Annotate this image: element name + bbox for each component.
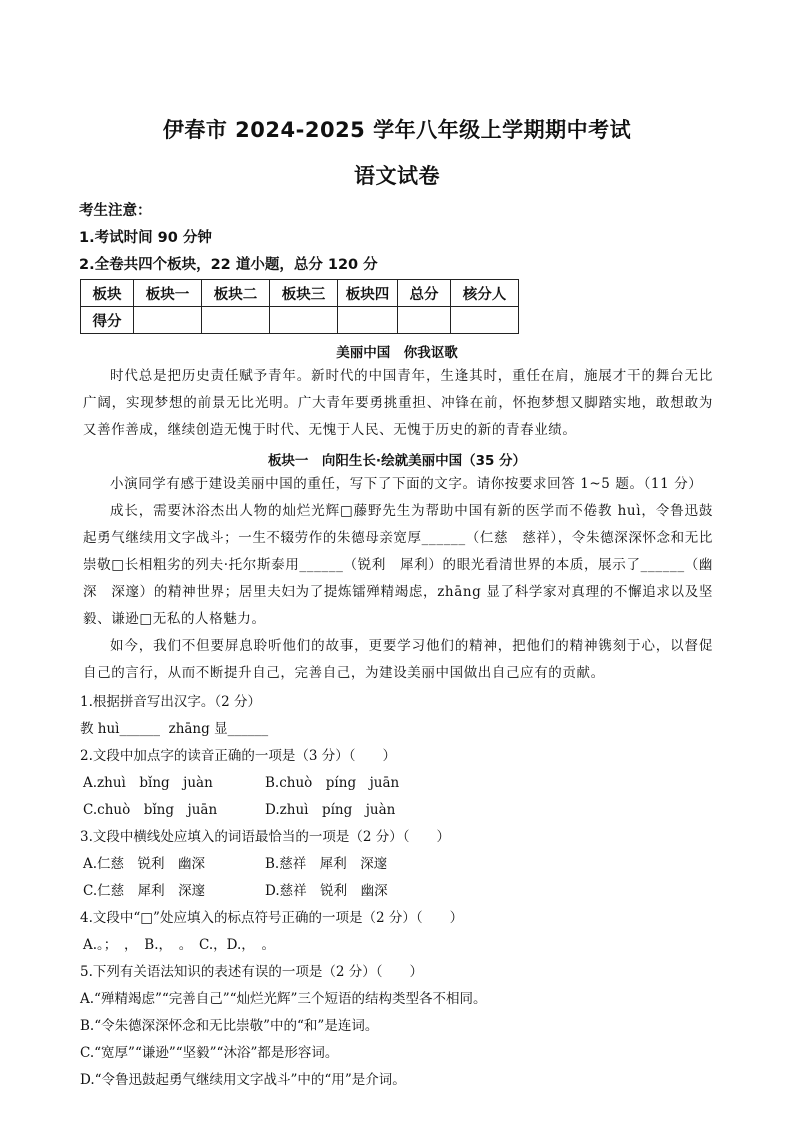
closing-paragraph: 如今，我们不但要屏息聆听他们的故事，更要学习他们的精神，把他们的精神镌刻于心，以督促自己的言行，从而不断提升自己，完善自己，为建设美丽中国做出自己应有的贡献。 xyxy=(83,638,713,681)
section-title: 美丽中国 你我讴歌 xyxy=(336,345,458,361)
score-header-cell: 板块二 xyxy=(202,280,270,307)
score-table-score-row xyxy=(81,307,519,334)
score-header-cell: 核分人 xyxy=(451,280,519,307)
score-cell-block4[interactable] xyxy=(338,307,398,334)
score-cell-block1[interactable] xyxy=(134,307,202,334)
question-1: 1.根据拼音写出汉字。（2 分） xyxy=(80,694,262,710)
notice-heading: 考生注意： xyxy=(79,203,152,219)
exam-subtitle: 语文试卷 xyxy=(354,164,440,188)
question-2: 2.文段中加点字的读音正确的一项是（3 分）（ ） xyxy=(80,748,397,764)
score-cell-checker[interactable] xyxy=(451,307,519,334)
notice-item-total: 2.全卷共四个板块，22 道小题，总分 120 分 xyxy=(79,257,378,273)
score-table xyxy=(80,279,519,334)
score-header-cell: 板块一 xyxy=(134,280,202,307)
score-header-cell: 板块三 xyxy=(270,280,338,307)
score-cell-block3[interactable] xyxy=(270,307,338,334)
q2-option-d[interactable]: D.zhuì píng juàn xyxy=(265,802,396,818)
q3-option-d[interactable]: D.慈祥 锐利 幽深 xyxy=(265,883,388,899)
exam-title: 伊春市 2024-2025 学年八年级上学期期中考试 xyxy=(162,118,632,142)
block1-title: 板块一 向阳生长·绘就美丽中国（35 分） xyxy=(267,453,527,469)
q3-option-b[interactable]: B.慈祥 犀利 深邃 xyxy=(265,856,388,872)
intro-paragraph: 时代总是把历史责任赋予青年。新时代的中国青年，生逢其时，重任在肩，施展才干的舞台无比广阔，实现梦想的前景无比光明。广大青年要勇挑重担、冲锋在前，怀抱梦想又脚踏实地，敢想敢为又善作善成，继续创造无愧于时代、无愧于人民、无愧于历史的新的青春业绩。 xyxy=(83,368,713,438)
q5-option-a[interactable]: A.“殚精竭虑”“完善自己”“灿烂光辉”三个短语的结构类型各不相同。 xyxy=(80,991,487,1007)
q2-option-b[interactable]: B.chuò píng juān xyxy=(265,775,400,791)
score-header-cell: 板块四 xyxy=(338,280,398,307)
score-cell-block2[interactable] xyxy=(202,307,270,334)
q5-option-b[interactable]: B.“令朱德深深怀念和无比崇敬”中的“和”是连词。 xyxy=(80,1018,379,1034)
question-4: 4.文段中“□”处应填入的标点符号正确的一项是（2 分）（ ） xyxy=(80,910,464,926)
q2-option-c[interactable]: C.chuò bǐng juān xyxy=(83,802,218,818)
q3-option-c[interactable]: C.仁慈 犀利 深邃 xyxy=(83,883,206,899)
q5-option-d[interactable]: D.“令鲁迅鼓起勇气继续用文字战斗”中的“用”是介词。 xyxy=(80,1072,406,1088)
q4-options[interactable]: A.。； ， B.， 。 C.，D.， 。 xyxy=(83,937,276,953)
q3-option-a[interactable]: A.仁慈 锐利 幽深 xyxy=(83,856,206,872)
question-3: 3.文段中横线处应填入的词语最恰当的一项是（2 分）（ ） xyxy=(80,829,451,845)
q2-option-a[interactable]: A.zhuì bǐng juàn xyxy=(83,775,213,791)
notice-item-time: 1.考试时间 90 分钟 xyxy=(79,230,212,246)
score-cell-total[interactable] xyxy=(398,307,451,334)
score-table-header-row xyxy=(81,280,519,307)
score-row-label: 得分 xyxy=(81,307,134,334)
question-1-blanks[interactable]: 教 huì______ zhāng 显______ xyxy=(80,721,269,737)
question-5: 5.下列有关语法知识的表述有误的一项是（2 分）（ ） xyxy=(80,964,424,980)
task-instruction: 小演同学有感于建设美丽中国的重任，写下了下面的文字。请你按要求回答 1~5 题。（11 分） xyxy=(110,476,703,492)
q5-option-c[interactable]: C.“宽厚”“谦逊”“坚毅”“沐浴”都是形容词。 xyxy=(80,1045,339,1061)
score-header-cell: 总分 xyxy=(398,280,451,307)
reading-passage: 成长，需要沐浴杰出人物的灿烂光辉□藤野先生为帮助中国有新的医学而不倦教 huì，令鲁迅鼓起勇气继续用文字战斗；一生不辍劳作的朱德母亲宽厚______（仁慈 慈祥），令朱德深深怀念和无比崇敬□长相粗劣的列夫·托尔斯泰用______（锐利 犀利）的眼光看清世界的本质，展示了______（幽深 深邃）的精神世界；居里夫妇为了提炼镭殚精竭虑，zhāng 显了科学家对真理的不懈追求以及坚毅、谦逊□无私的人格魅力。 xyxy=(83,503,713,627)
score-header-cell: 板块 xyxy=(81,280,134,307)
